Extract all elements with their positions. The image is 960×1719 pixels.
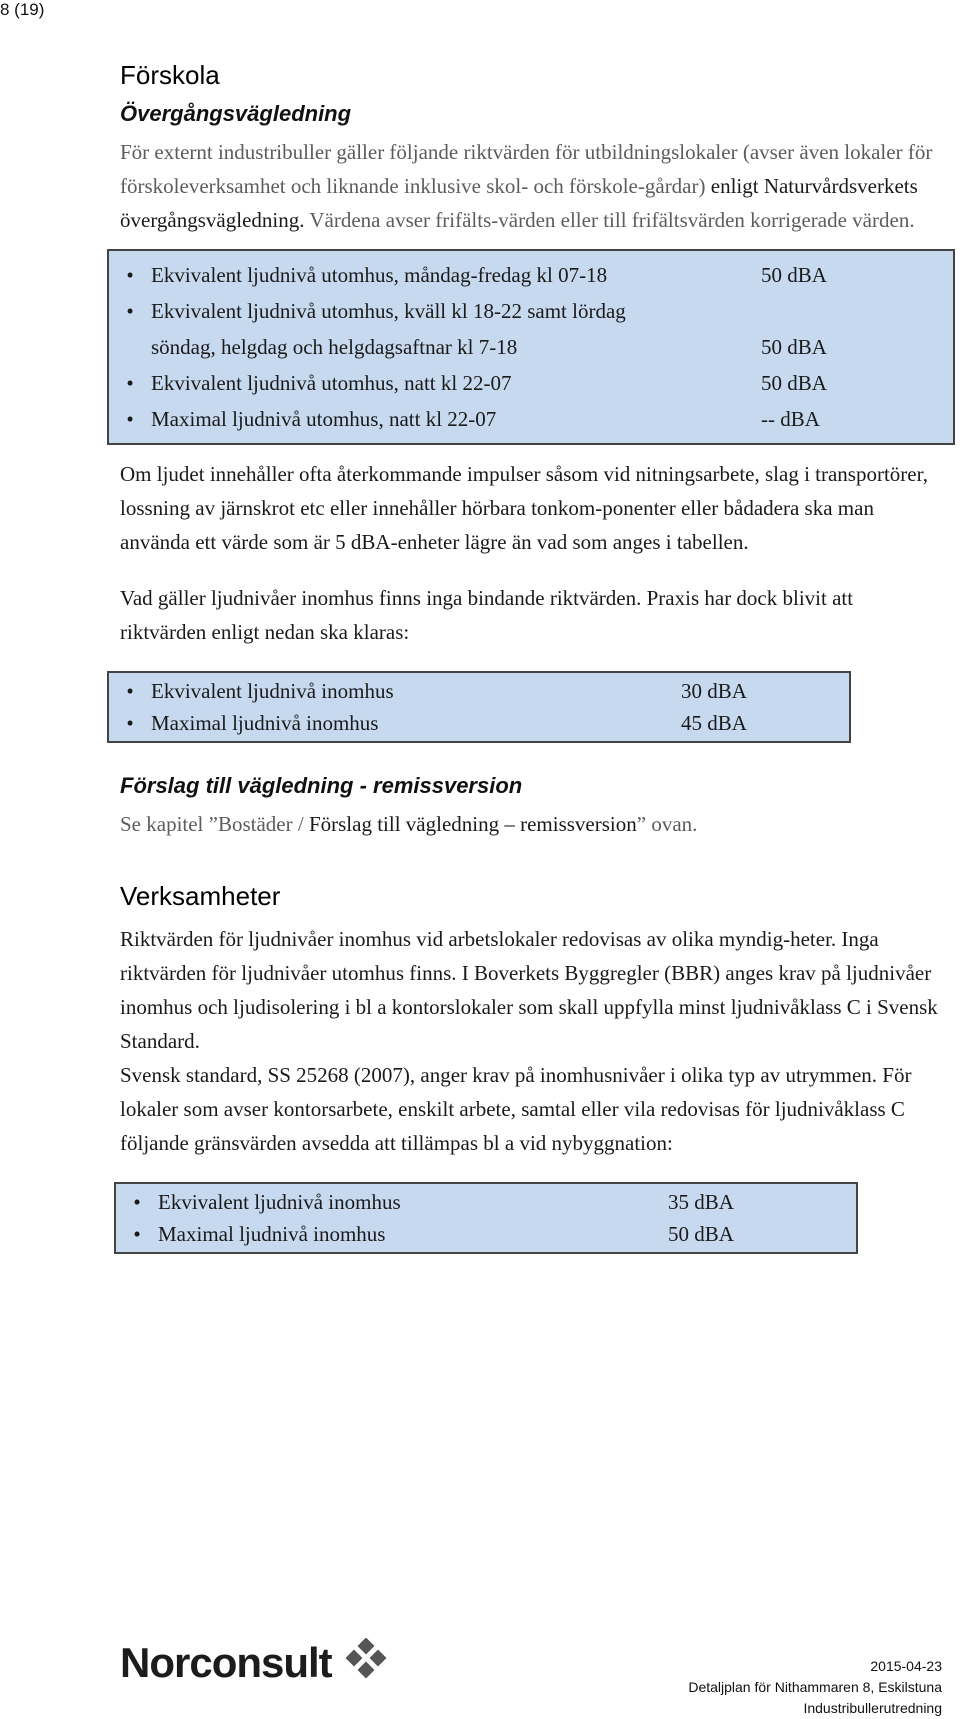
limit-label: Ekvivalent ljudnivå inomhus xyxy=(151,679,394,703)
limit-label: söndag, helgdag och helgdagsaftnar kl 7-18 xyxy=(151,335,518,359)
list-item xyxy=(109,365,953,401)
limit-label: Ekvivalent ljudnivå utomhus, måndag-fredag kl 07-18 xyxy=(151,263,608,287)
limit-label: Maximal ljudnivå inomhus xyxy=(158,1222,386,1246)
verksamheter-paragraph-2: Svensk standard, SS 25268 (2007), anger krav på inomhusnivåer i olika typ av utrymmen. För lokaler som avser kontorsarbete, enskilt arbete, samtal eller vila redovisas för ljudnivåklass C följande gränsvärden avsedda att tillämpas bl a vid nybyggnation: xyxy=(120,1063,912,1155)
bullet-icon: • xyxy=(133,1222,141,1246)
bullet-icon: • xyxy=(126,679,134,703)
bullet-icon: • xyxy=(133,1190,141,1214)
list-item xyxy=(109,401,953,437)
intro-paragraph xyxy=(120,135,940,237)
limit-value: -- dBA xyxy=(761,407,820,431)
limit-value: 35 dBA xyxy=(668,1190,734,1214)
logo-text: Norconsult xyxy=(120,1639,332,1686)
footer-info xyxy=(688,1656,942,1719)
remiss-grey-a: Se kapitel ”Bostäder / xyxy=(120,812,309,836)
section-title-verksamheter: Verksamheter xyxy=(120,881,281,911)
remiss-dark: Förslag till vägledning – remissversion xyxy=(308,812,637,836)
bullet-icon: • xyxy=(126,263,134,287)
remiss-paragraph xyxy=(120,807,940,841)
footer-date: 2015-04-23 xyxy=(870,1658,942,1674)
limit-label: Maximal ljudnivå inomhus xyxy=(151,711,379,735)
intro-grey-b: Värdena avser frifälts-värden eller till frifältsvärden korrigerade värden. xyxy=(304,208,915,232)
limit-value: 50 dBA xyxy=(668,1222,734,1246)
limit-label: Ekvivalent ljudnivå utomhus, natt kl 22-07 xyxy=(151,371,512,395)
footer-project: Detaljplan för Nithammaren 8, Eskilstuna xyxy=(688,1679,942,1695)
main-content xyxy=(120,60,940,1254)
subtitle-remissversion: Förslag till vägledning - remissversion xyxy=(120,773,523,798)
footer-doc-type: Industribullerutredning xyxy=(803,1700,942,1716)
limit-label: Maximal ljudnivå utomhus, natt kl 22-07 xyxy=(151,407,497,431)
norconsult-logo xyxy=(120,1638,394,1688)
intro-grey-a: För externt industribuller gäller följande riktvärden för utbildningslokaler (avser även lokaler för förskoleverksamhet och liknande inklusive skol- och förskole-gårdar) xyxy=(120,140,933,198)
intro-dark: enligt Naturvårdsverkets övergångsvägledning. xyxy=(120,174,918,232)
limit-label: Ekvivalent ljudnivå utomhus, kväll kl 18-22 samt lördag xyxy=(151,299,626,323)
limit-label: Ekvivalent ljudnivå inomhus xyxy=(158,1190,401,1214)
office-limits-box xyxy=(114,1182,858,1254)
bullet-icon: • xyxy=(126,299,134,323)
limit-value: 50 dBA xyxy=(761,371,827,395)
indoor-limits-box xyxy=(107,671,851,743)
impulse-paragraph: Om ljudet innehåller ofta återkommande impulser såsom vid nitningsarbete, slag i transportörer, lossning av järnskrot etc eller innehåller hörbara tonkom-ponenter eller bådadera ska man använda ett värde som är 5 dBA-enheter lägre än vad som anges i tabellen. xyxy=(120,462,929,554)
list-item-continued xyxy=(109,329,953,365)
bullet-icon: • xyxy=(126,407,134,431)
list-item xyxy=(109,257,953,293)
list-item xyxy=(109,293,953,329)
subtitle-overgangsvagledning: Övergångsvägledning xyxy=(120,101,352,126)
outdoor-limits-box xyxy=(107,249,955,445)
limit-value: 45 dBA xyxy=(681,711,747,735)
limit-value: 30 dBA xyxy=(681,679,747,703)
logo-diamond-icon xyxy=(340,1638,394,1688)
verksamheter-paragraph-1: Riktvärden för ljudnivåer inomhus vid arbetslokaler redovisas av olika myndig-heter. Inga riktvärden för ljudnivåer utomhus finns. I Boverkets Byggregler (BBR) anges krav på ljudnivåer inomhus och ljudisolering i bl a kontorslokaler som skall uppfylla minst ljudnivåklass C i Svensk Standard. xyxy=(120,927,938,1053)
limit-value: 50 dBA xyxy=(761,263,827,287)
section-title-forskola: Förskola xyxy=(120,60,220,90)
bullet-icon: • xyxy=(126,371,134,395)
list-item xyxy=(116,1186,856,1218)
limit-value: 50 dBA xyxy=(761,335,827,359)
indoor-intro-paragraph: Vad gäller ljudnivåer inomhus finns inga bindande riktvärden. Praxis har dock blivit att riktvärden enligt nedan ska klaras: xyxy=(120,586,854,644)
page-number: 8 (19) xyxy=(0,0,45,19)
list-item xyxy=(109,675,849,707)
bullet-icon: • xyxy=(126,711,134,735)
list-item xyxy=(109,707,849,739)
bullet-spacer xyxy=(109,329,151,365)
list-item xyxy=(116,1218,856,1250)
remiss-grey-b: ” ovan. xyxy=(636,812,698,836)
